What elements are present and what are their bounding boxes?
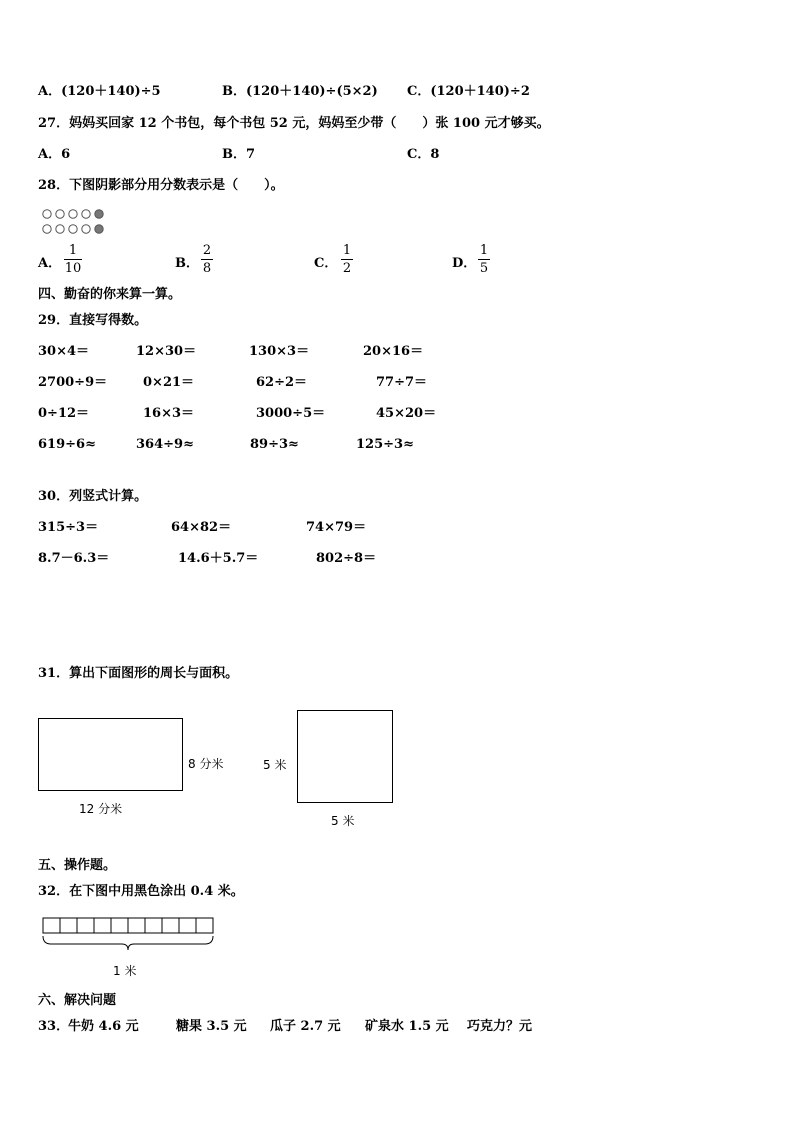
q28-option-a-fraction [62,243,84,276]
q29-item: 12×30＝ [136,344,197,359]
q29-item: 89÷3≈ [250,437,299,452]
strip-cell[interactable] [162,918,179,933]
strip-cell[interactable] [111,918,128,933]
q29-item: 30×4＝ [38,344,90,359]
strip-cell[interactable] [179,918,196,933]
square-bottom-label: 5 米 [331,814,355,828]
strip-cell[interactable] [145,918,162,933]
q30-item: 8.7－6.3＝ [38,551,110,566]
q29-item: 0×21＝ [143,375,195,390]
empty-circle [43,210,51,218]
rectangle-width-label: 12 分米 [79,802,123,816]
q29-item: 364÷9≈ [136,437,194,452]
q29-item: 77÷7＝ [376,375,428,390]
q33-item: 矿泉水 1.5 元 [365,1019,449,1034]
q28-option-c-letter: C． [314,256,338,271]
q28-option-d-letter: D． [452,256,477,271]
meter-strip-figure [40,916,220,964]
empty-circle [56,225,64,233]
q28-option-a-letter: A． [38,256,62,271]
empty-circle [69,225,77,233]
q29-item: 3000÷5＝ [256,406,326,421]
shaded-circle [95,210,103,218]
q28-circles-figure [42,208,122,238]
strip-cell[interactable] [77,918,94,933]
section-5-heading: 五、操作题。 [38,858,117,873]
shaded-circle [95,225,103,233]
q26-option-b: B．(120＋140)÷(5×2) [222,84,378,99]
q28-option-c-fraction [339,243,355,276]
q26-option-a: A．(120＋140)÷5 [38,84,161,99]
square-side-label: 5 米 [263,758,287,772]
meter-label: 1 米 [113,964,137,978]
q29-item: 62÷2＝ [256,375,308,390]
empty-circle [82,210,90,218]
q32-stem: 32．在下图中用黑色涂出 0.4 米。 [38,884,244,899]
strip-cell[interactable] [94,918,111,933]
q29-item: 125÷3≈ [356,437,414,452]
fraction-denominator: 5 [479,261,489,276]
rectangle-figure [38,718,183,791]
q30-item: 64×82＝ [171,520,232,535]
section-4-heading: 四、勤奋的你来算一算。 [38,287,182,302]
fraction-bar [64,259,82,260]
q30-stem: 30．列竖式计算。 [38,489,148,504]
strip-cell[interactable] [196,918,213,933]
q30-item: 802÷8＝ [316,551,377,566]
strip-cell[interactable] [60,918,77,933]
q28-option-b-fraction [199,243,215,276]
empty-circle [43,225,51,233]
fraction-bar [201,259,213,260]
q28-stem: 28．下图阴影部分用分数表示是（ ）。 [38,178,284,193]
fraction-denominator: 2 [342,261,352,276]
q27-option-a: A．6 [38,147,71,162]
q29-item: 130×3＝ [249,344,310,359]
fraction-numerator: 1 [342,243,352,258]
q28-option-b-letter: B． [175,256,199,271]
fraction-numerator: 2 [202,243,212,258]
brace [43,936,213,950]
q30-item: 315÷3＝ [38,520,99,535]
q29-item: 16×3＝ [143,406,195,421]
strip-cell[interactable] [43,918,60,933]
q29-item: 2700÷9＝ [38,375,108,390]
q33-number: 33． [38,1019,70,1034]
empty-circle [69,210,77,218]
empty-circle [56,210,64,218]
q29-item: 45×20＝ [376,406,437,421]
fraction-numerator: 1 [479,243,489,258]
q33-item: 瓜子 2.7 元 [270,1019,341,1034]
q29-stem: 29．直接写得数。 [38,313,148,328]
q33-item: 牛奶 4.6 元 [68,1019,139,1034]
q30-item: 14.6＋5.7＝ [178,551,259,566]
fraction-bar [341,259,353,260]
section-6-heading: 六、解决问题 [38,993,117,1008]
q28-option-d-fraction [476,243,492,276]
q27-option-b: B．7 [222,147,256,162]
q30-item: 74×79＝ [306,520,367,535]
square-figure [297,710,393,803]
q31-stem: 31．算出下面图形的周长与面积。 [38,666,239,681]
q29-item: 619÷6≈ [38,437,96,452]
q33-item: 糖果 3.5 元 [176,1019,247,1034]
q26-option-c: C．(120＋140)÷2 [407,84,530,99]
q29-item: 0÷12＝ [38,406,90,421]
empty-circle [82,225,90,233]
rectangle-height-label: 8 分米 [188,757,224,771]
fraction-numerator: 1 [68,243,78,258]
fraction-bar [478,259,490,260]
q27-stem: 27．妈妈买回家 12 个书包，每个书包 52 元，妈妈至少带（ ）张 100 元才够买。 [38,116,550,131]
q33-item: 巧克力？元 [467,1019,533,1034]
q29-item: 20×16＝ [363,344,424,359]
fraction-denominator: 8 [202,261,212,276]
strip-cell[interactable] [128,918,145,933]
q27-option-c: C．8 [407,147,440,162]
fraction-denominator: 10 [64,261,82,276]
